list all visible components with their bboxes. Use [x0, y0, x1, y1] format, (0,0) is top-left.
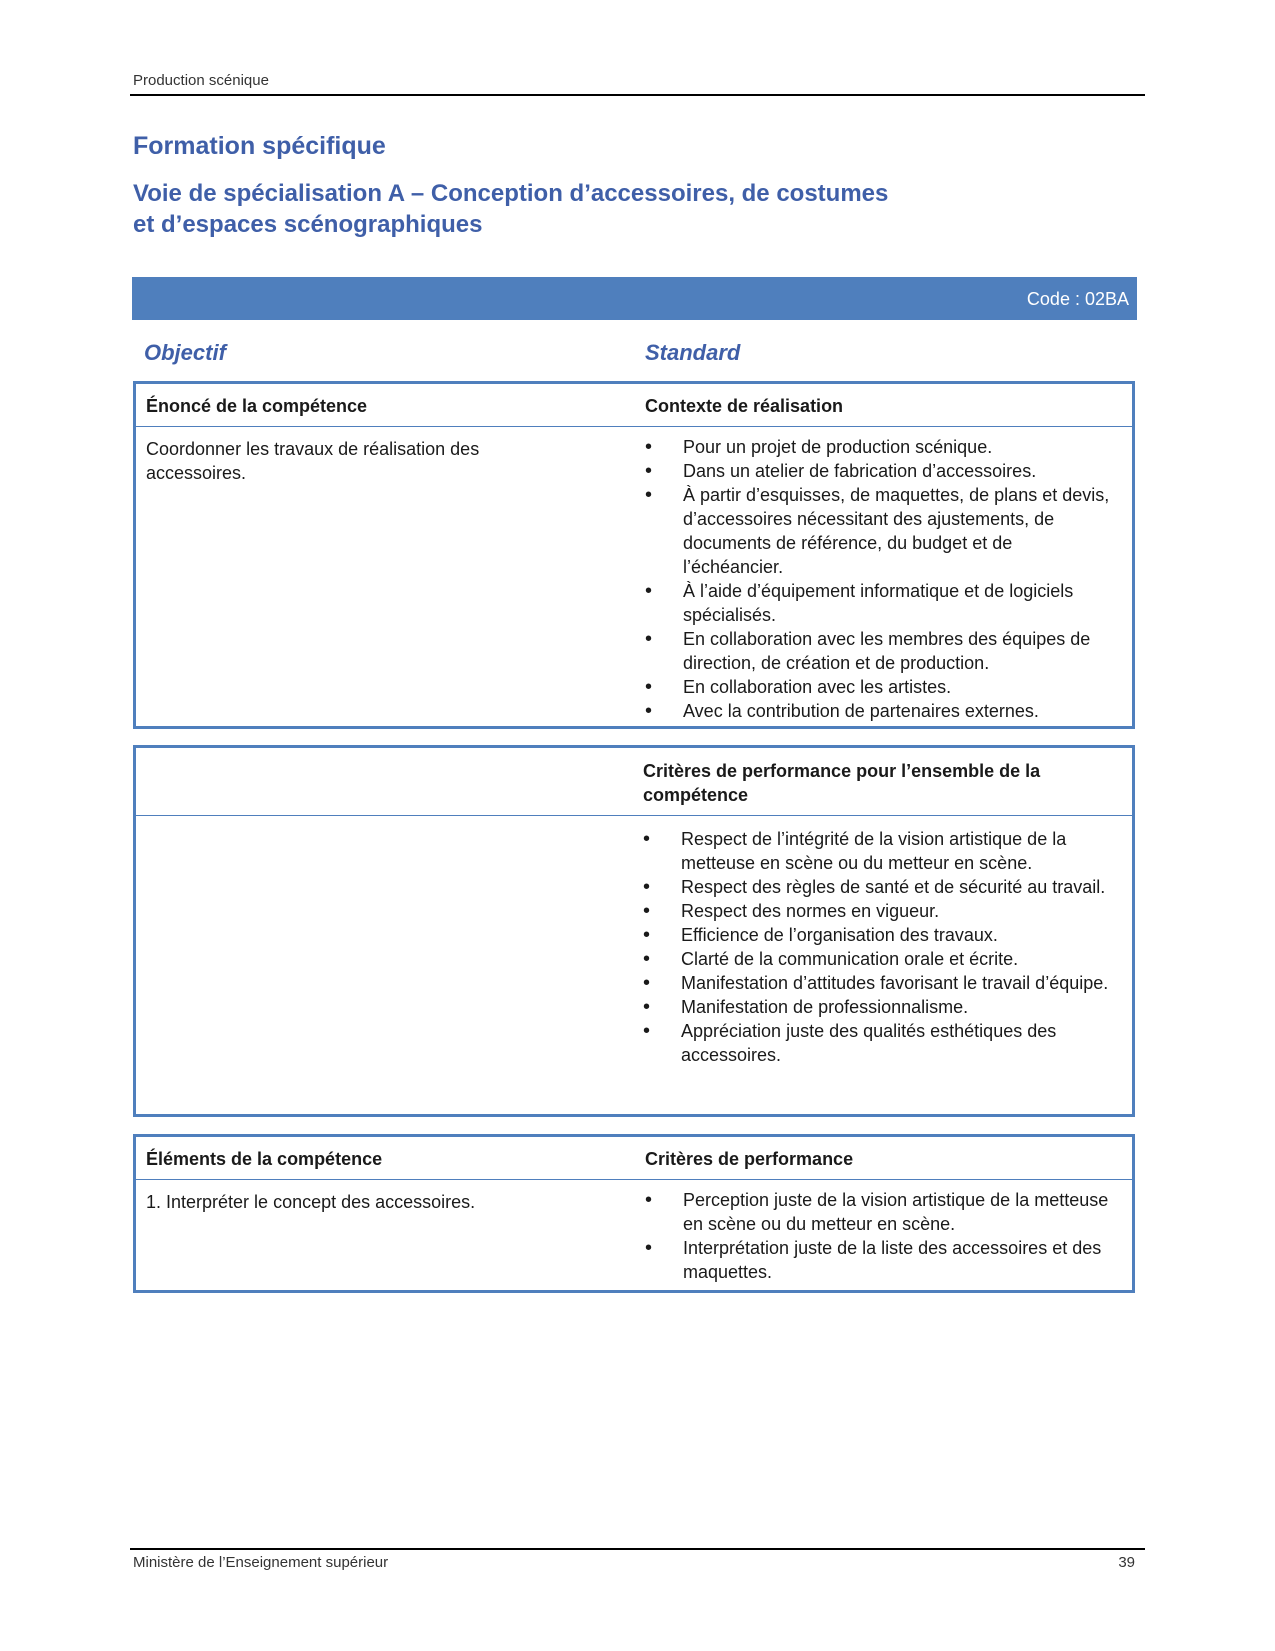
- code-bar: [132, 277, 1137, 320]
- criteres-ensemble-header: Critères de performance pour l’ensemble de la compétence: [643, 761, 1041, 805]
- contexte-header: Contexte de réalisation: [645, 396, 844, 416]
- criteres-header: Critères de performance: [645, 1149, 854, 1169]
- list-item: • Manifestation de professionnalisme.: [643, 995, 1113, 1019]
- competency-statement-line-2: accessoires.: [146, 463, 247, 483]
- list-item: • Appréciation juste des qualités esthétiques des accessoires.: [643, 1019, 1113, 1067]
- list-item: • Manifestation d’attitudes favorisant le travail d’équipe.: [643, 971, 1113, 995]
- list-item: • Avec la contribution de partenaires externes.: [645, 699, 1115, 723]
- enonce-header: Énoncé de la compétence: [146, 396, 368, 416]
- standard-label: Standard: [645, 340, 741, 365]
- competency-code: Code : 02BA: [1026, 289, 1129, 309]
- list-item: • À partir d’esquisses, de maquettes, de plans et devis, d’accessoires nécessitant des ajustements, de documents de référence, du budget et de l’échéancier.: [645, 483, 1115, 579]
- list-item: • Respect des règles de santé et de sécurité au travail.: [643, 875, 1113, 899]
- competency-statement-header: [136, 384, 1132, 427]
- list-item: • Respect de l’intégrité de la vision artistique de la metteuse en scène ou du metteur en scène.: [643, 827, 1113, 875]
- competency-statement-box: [133, 381, 1135, 729]
- competency-elements-header: [136, 1137, 1132, 1180]
- list-item: • À l’aide d’équipement informatique et de logiciels spécialisés.: [645, 579, 1115, 627]
- voie-title-line-1: Voie de spécialisation A – Conception d’accessoires, de costumes: [133, 180, 889, 207]
- footer-ministry: Ministère de l’Enseignement supérieur: [133, 1554, 389, 1571]
- running-header: Production scénique: [133, 72, 269, 89]
- criteria-list: [643, 827, 1113, 1067]
- page-number: 39: [1118, 1554, 1135, 1571]
- voie-title-line-2: et d’espaces scénographiques: [133, 211, 483, 238]
- performance-criteria-box: [133, 745, 1135, 1117]
- formation-title: Formation spécifique: [133, 132, 386, 160]
- list-item: • Efficience de l’organisation des travaux.: [643, 923, 1113, 947]
- list-item: • Dans un atelier de fabrication d’accessoires.: [645, 459, 1115, 483]
- list-item: • Perception juste de la vision artistique de la metteuse en scène ou du metteur en scène.: [645, 1188, 1115, 1236]
- footer-rule: [130, 1548, 1145, 1550]
- list-item: • Clarté de la communication orale et écrite.: [643, 947, 1113, 971]
- competency-statement-line-1: Coordonner les travaux de réalisation des: [146, 439, 480, 459]
- list-item: • En collaboration avec les artistes.: [645, 675, 1115, 699]
- voie-title: [133, 178, 1033, 240]
- list-item: • En collaboration avec les membres des équipes de direction, de création et de production.: [645, 627, 1115, 675]
- competency-elements-box: [133, 1134, 1135, 1293]
- header-rule: [130, 94, 1145, 96]
- list-item: • Interprétation juste de la liste des accessoires et des maquettes.: [645, 1236, 1115, 1284]
- element-criteria-list: [645, 1188, 1115, 1284]
- list-item: • Pour un projet de production scénique.: [645, 435, 1115, 459]
- performance-criteria-header: [136, 748, 1132, 816]
- elements-header: Éléments de la compétence: [146, 1149, 383, 1169]
- objectif-label: Objectif: [144, 340, 226, 365]
- competency-element-1: 1. Interpréter le concept des accessoires.: [146, 1192, 476, 1212]
- competency-statement: [146, 437, 606, 485]
- context-list: [645, 435, 1115, 723]
- list-item: • Respect des normes en vigueur.: [643, 899, 1113, 923]
